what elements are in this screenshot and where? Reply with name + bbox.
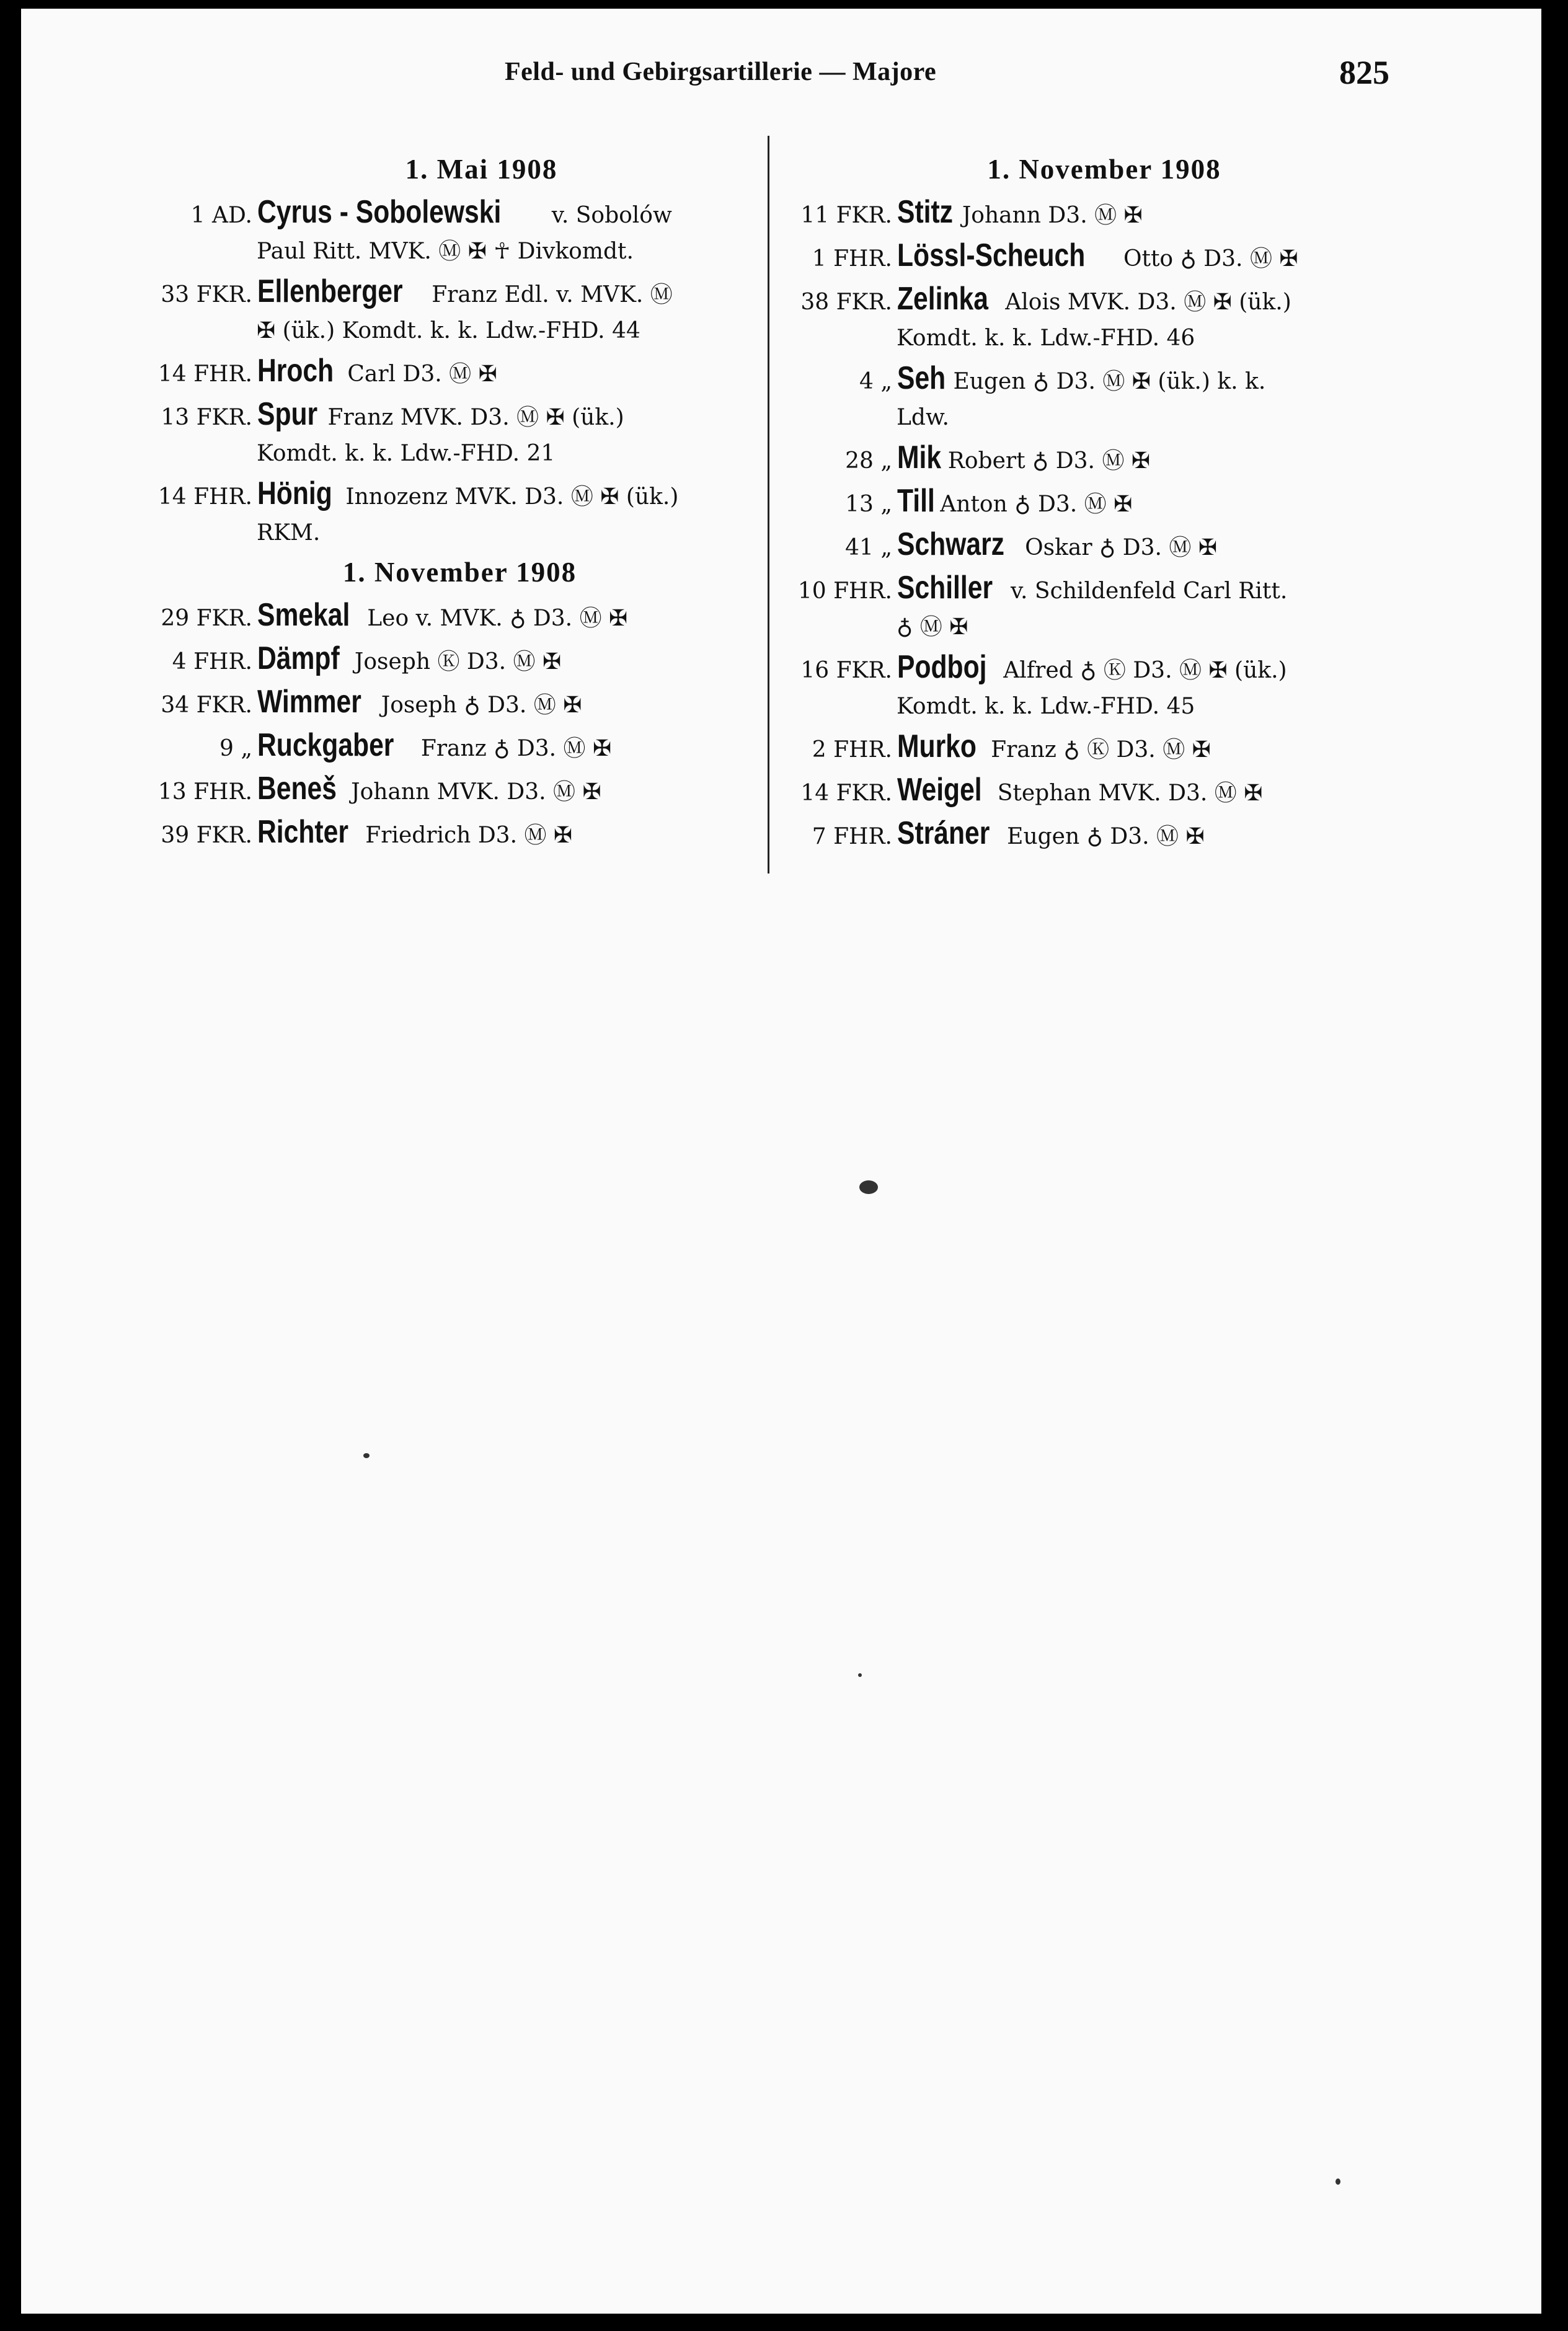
regiment-prefix: 10 FHR. xyxy=(797,578,892,604)
regiment-prefix: 29 FKR. xyxy=(161,606,252,631)
entry-main-line xyxy=(779,479,1430,523)
officer-surname: Seh xyxy=(897,360,946,396)
entry-main-line xyxy=(154,810,765,854)
officer-entry xyxy=(779,523,1430,566)
officer-surname: Ruckgaber xyxy=(257,727,394,763)
entry-continuation-line: ♁ Ⓜ ✠ xyxy=(897,614,968,640)
officer-entry xyxy=(779,190,1430,234)
officer-surname: Richter xyxy=(257,814,348,850)
entry-main-line xyxy=(154,637,765,680)
regiment-prefix: 9 „ xyxy=(219,736,252,761)
entry-main-line xyxy=(779,645,1430,689)
regiment-prefix: 39 FKR. xyxy=(161,823,252,848)
entry-main-line xyxy=(154,270,765,313)
officer-entry xyxy=(154,680,765,723)
entry-main-line xyxy=(154,767,765,810)
officer-details: Franz MVK. D3. Ⓜ ✠ (ük.) xyxy=(327,405,624,430)
section-heading: 1. November 1908 xyxy=(987,154,1221,185)
entry-continuation-line: Komdt. k. k. Ldw.-FHD. 46 xyxy=(897,325,1195,351)
entry-main-line xyxy=(779,436,1430,479)
regiment-prefix: 13 „ xyxy=(845,492,892,517)
officer-entry xyxy=(779,768,1430,812)
left-column xyxy=(154,148,765,854)
officer-details: Alfred ♁ Ⓚ D3. Ⓜ ✠ (ük.) xyxy=(1003,658,1287,683)
officer-surname: Ellenberger xyxy=(257,273,403,309)
regiment-prefix: 33 FKR. xyxy=(161,282,252,307)
regiment-prefix: 28 „ xyxy=(845,448,892,474)
officer-surname: Murko xyxy=(897,728,977,764)
regiment-prefix: 14 FHR. xyxy=(157,484,252,510)
entry-main-line xyxy=(154,723,765,767)
officer-surname: Hroch xyxy=(257,353,334,389)
officer-details: Franz Edl. v. MVK. Ⓜ xyxy=(432,282,673,307)
page-number: 825 xyxy=(1339,54,1389,91)
regiment-prefix: 7 FHR. xyxy=(812,824,892,849)
officer-entry xyxy=(154,392,765,472)
entry-continuation-line: Komdt. k. k. Ldw.-FHD. 45 xyxy=(897,694,1195,719)
officer-surname: Smekal xyxy=(257,597,350,633)
officer-entry xyxy=(779,356,1430,436)
column-divider xyxy=(768,136,769,874)
officer-surname: Stitz xyxy=(897,194,954,230)
entry-continuation-line: RKM. xyxy=(257,520,321,546)
officer-surname: Till xyxy=(897,483,935,519)
regiment-prefix: 34 FKR. xyxy=(161,692,252,718)
officer-details: Alois MVK. D3. Ⓜ ✠ (ük.) xyxy=(1005,290,1291,315)
officer-entry xyxy=(779,812,1430,855)
officer-details: Franz ♁ Ⓚ D3. Ⓜ ✠ xyxy=(991,737,1211,763)
entry-continuation-line: ✠ (ük.) Komdt. k. k. Ldw.-FHD. 44 xyxy=(257,318,640,343)
officer-surname: Mik xyxy=(897,440,942,475)
ink-speck xyxy=(363,1453,370,1458)
officer-surname: Lössl-Scheuch xyxy=(897,237,1086,273)
officer-surname: Zelinka xyxy=(897,281,988,317)
entry-main-line xyxy=(154,472,765,515)
regiment-prefix: 1 AD. xyxy=(190,203,252,228)
officer-surname: Wimmer xyxy=(257,684,361,720)
officer-entry xyxy=(154,593,765,637)
regiment-prefix: 14 FHR. xyxy=(157,361,252,387)
entry-main-line xyxy=(779,277,1430,321)
page-title: Feld- und Gebirgsartillerie — Majore xyxy=(505,58,937,86)
right-column xyxy=(779,148,1430,855)
officer-entry xyxy=(154,472,765,551)
blank-lower-page xyxy=(21,939,1541,2240)
ink-speck xyxy=(1335,2178,1340,2185)
ink-speck xyxy=(858,1673,862,1677)
regiment-prefix: 4 FHR. xyxy=(172,649,252,675)
officer-details: Stephan MVK. D3. Ⓜ ✠ xyxy=(997,781,1263,806)
officer-surname: Dämpf xyxy=(257,640,340,676)
ink-speck xyxy=(859,1180,878,1194)
officer-surname: Spur xyxy=(257,396,318,432)
officer-details: Anton ♁ D3. Ⓜ ✠ xyxy=(940,492,1133,517)
entry-main-line xyxy=(779,190,1430,234)
officer-details: Oskar ♁ D3. Ⓜ ✠ xyxy=(1025,535,1218,560)
officer-surname: Hönig xyxy=(257,475,332,511)
officer-entry xyxy=(779,725,1430,768)
regiment-prefix: 11 FKR. xyxy=(800,203,892,228)
officer-entry xyxy=(779,479,1430,523)
officer-entry xyxy=(779,436,1430,479)
officer-surname: Weigel xyxy=(897,772,982,808)
entry-continuation-line: Ldw. xyxy=(897,405,949,430)
entry-main-line xyxy=(779,566,1430,609)
officer-surname: Cyrus - Sobolewski xyxy=(257,194,502,230)
officer-surname: Beneš xyxy=(257,771,337,807)
entry-main-line xyxy=(154,349,765,392)
officer-entry xyxy=(779,566,1430,645)
officer-details: Eugen ♁ D3. Ⓜ ✠ xyxy=(1007,824,1205,849)
page-header xyxy=(21,54,1541,100)
officer-entry xyxy=(779,234,1430,277)
officer-surname: Podboj xyxy=(897,649,987,685)
officer-entry xyxy=(779,277,1430,356)
officer-details: Franz ♁ D3. Ⓜ ✠ xyxy=(420,736,612,761)
officer-entry xyxy=(154,767,765,810)
officer-details: Otto ♁ D3. Ⓜ ✠ xyxy=(1123,246,1298,272)
officer-details: Robert ♁ D3. Ⓜ ✠ xyxy=(947,448,1151,474)
entry-main-line xyxy=(154,190,765,234)
entry-main-line xyxy=(779,234,1430,277)
officer-entry xyxy=(154,637,765,680)
regiment-prefix: 13 FHR. xyxy=(157,779,252,805)
section-heading: 1. November 1908 xyxy=(342,557,577,588)
entry-main-line xyxy=(154,680,765,723)
officer-details: v. Sobolów xyxy=(551,203,672,228)
officer-entry xyxy=(779,645,1430,725)
regiment-prefix: 2 FHR. xyxy=(812,737,892,763)
entry-main-line xyxy=(779,523,1430,566)
officer-details: Joseph Ⓚ D3. Ⓜ ✠ xyxy=(354,649,562,675)
officer-entry xyxy=(154,723,765,767)
officer-details: Carl D3. Ⓜ ✠ xyxy=(347,361,497,387)
officer-entry xyxy=(154,810,765,854)
officer-surname: Schiller xyxy=(897,570,993,606)
entry-main-line xyxy=(779,725,1430,768)
regiment-prefix: 38 FKR. xyxy=(800,290,892,315)
officer-details: Eugen ♁ D3. Ⓜ ✠ (ük.) k. k. xyxy=(953,369,1266,394)
entry-continuation-line: Komdt. k. k. Ldw.-FHD. 21 xyxy=(257,441,556,466)
officer-details: v. Schildenfeld Carl Ritt. xyxy=(1010,578,1288,604)
officer-details: Joseph ♁ D3. Ⓜ ✠ xyxy=(381,692,582,718)
officer-entry xyxy=(154,349,765,392)
officer-surname: Stráner xyxy=(897,815,990,851)
officer-details: Leo v. MVK. ♁ D3. Ⓜ ✠ xyxy=(367,606,628,631)
regiment-prefix: 41 „ xyxy=(845,535,892,560)
officer-details: Johann MVK. D3. Ⓜ ✠ xyxy=(351,779,601,805)
entry-main-line xyxy=(779,768,1430,812)
regiment-prefix: 13 FKR. xyxy=(161,405,252,430)
entry-continuation-line: Paul Ritt. MVK. Ⓜ ✠ ☥ Divkomdt. xyxy=(257,239,634,264)
officer-entry xyxy=(154,270,765,349)
officer-entry xyxy=(154,190,765,270)
regiment-prefix: 16 FKR. xyxy=(800,658,892,683)
officer-details: Friedrich D3. Ⓜ ✠ xyxy=(365,823,573,848)
page-sheet xyxy=(21,9,1541,2314)
officer-details: Johann D3. Ⓜ ✠ xyxy=(962,203,1143,228)
regiment-prefix: 14 FKR. xyxy=(800,781,892,806)
section-heading: 1. Mai 1908 xyxy=(405,154,558,185)
officer-surname: Schwarz xyxy=(897,526,1005,562)
entry-main-line xyxy=(154,392,765,436)
regiment-prefix: 1 FHR. xyxy=(812,246,892,272)
entry-main-line xyxy=(779,356,1430,400)
entry-main-line xyxy=(154,593,765,637)
regiment-prefix: 4 „ xyxy=(859,369,892,394)
entry-main-line xyxy=(779,812,1430,855)
officer-details: Innozenz MVK. D3. Ⓜ ✠ (ük.) xyxy=(345,484,679,510)
